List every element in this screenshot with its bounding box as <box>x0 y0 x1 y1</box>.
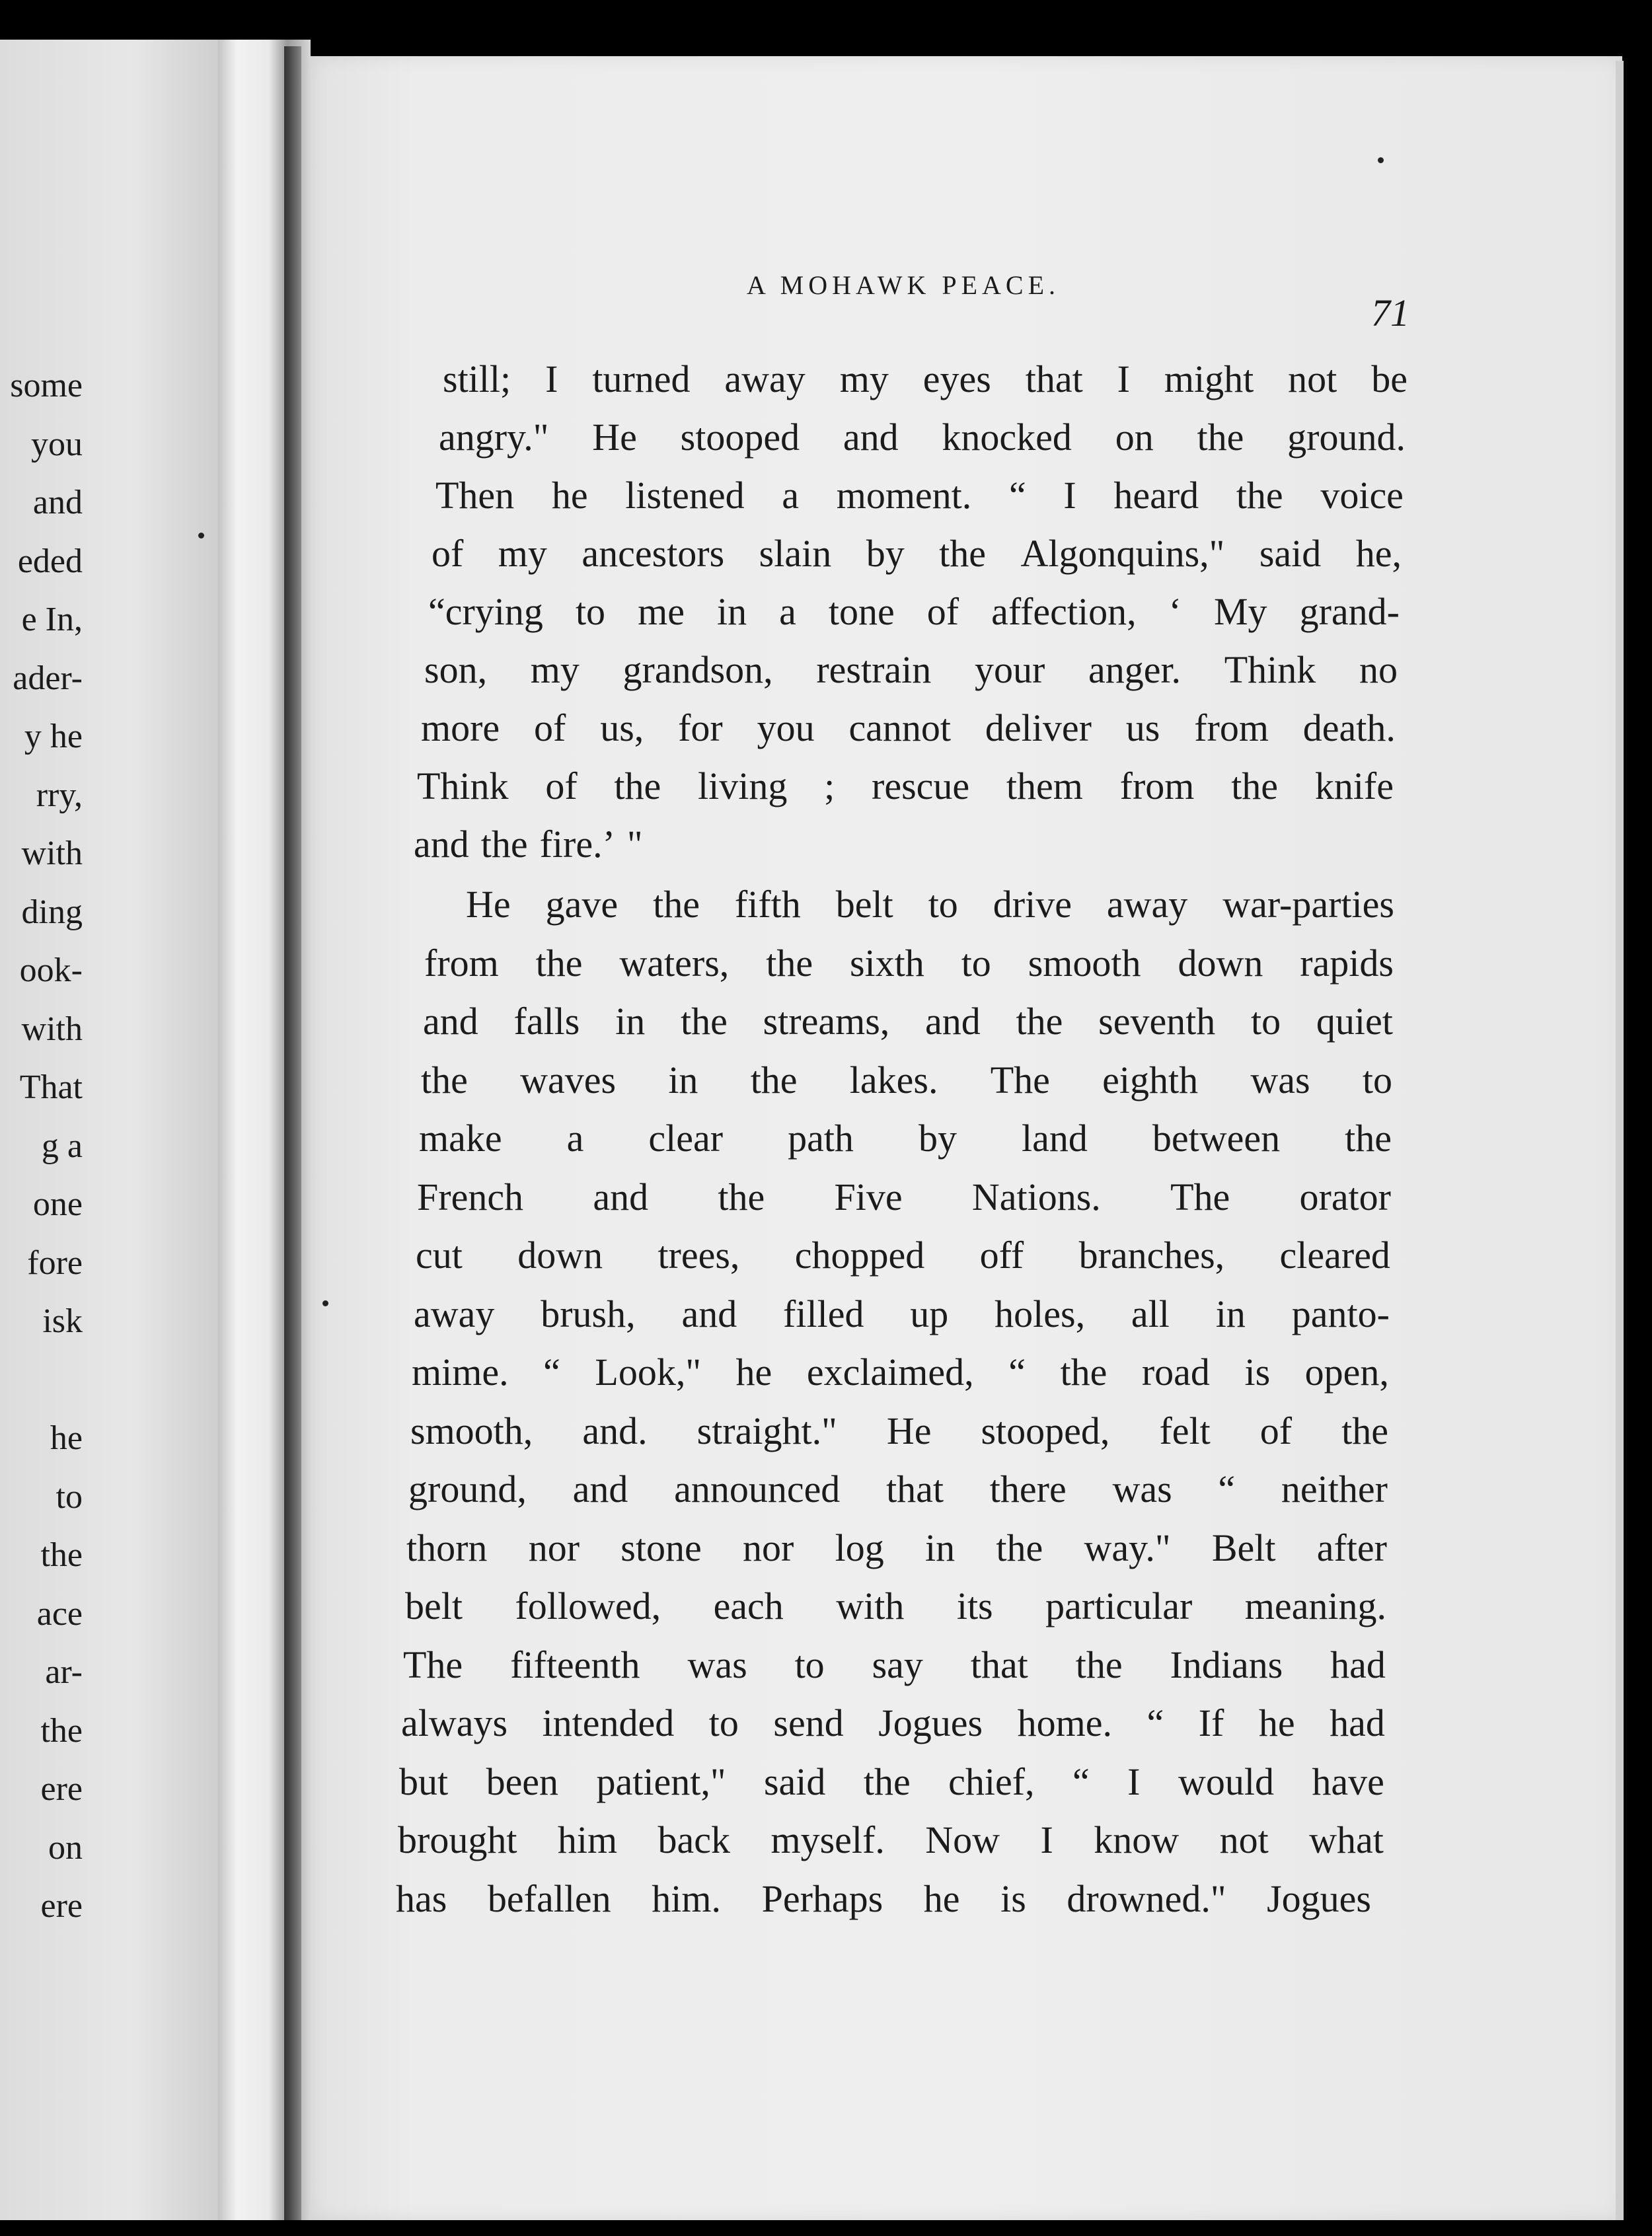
word: restrain <box>816 648 932 691</box>
text-line <box>439 418 1406 457</box>
word: the <box>1060 1351 1108 1394</box>
word: and. <box>582 1409 648 1452</box>
word: of <box>545 764 578 807</box>
word: intended <box>542 1701 675 1744</box>
word: by <box>918 1117 957 1160</box>
ink-speck <box>1378 157 1384 163</box>
word: war-parties <box>1222 883 1394 926</box>
word: not <box>1288 357 1337 400</box>
word: lakes. <box>849 1058 938 1101</box>
word: he <box>735 1351 772 1394</box>
word: after <box>1316 1526 1387 1569</box>
left-page-line-fragment: on <box>48 1828 83 1867</box>
left-page-line-fragment: ere <box>40 1887 83 1925</box>
text-line <box>414 1292 1390 1335</box>
word: The <box>990 1058 1050 1101</box>
word: filled <box>783 1292 864 1335</box>
word: to <box>575 590 606 633</box>
word: road <box>1141 1351 1210 1394</box>
word: “crying <box>428 590 543 633</box>
word: trees, <box>657 1234 740 1277</box>
word: the <box>1075 1643 1123 1686</box>
word: the <box>614 764 661 807</box>
word: smooth, <box>410 1409 533 1452</box>
word: nor <box>743 1526 794 1569</box>
left-page-line-fragment: g a <box>41 1127 83 1165</box>
left-page-line-fragment: with <box>21 835 83 872</box>
word: is <box>1244 1351 1271 1394</box>
left-page-line-fragment: ace <box>36 1594 83 1633</box>
word: to <box>1251 1000 1281 1043</box>
word: down <box>517 1234 603 1277</box>
word: The <box>1170 1175 1230 1218</box>
word: slain <box>759 532 832 575</box>
word: “ <box>1008 1351 1026 1394</box>
word: been <box>486 1760 559 1803</box>
word: to <box>708 1701 739 1744</box>
word: might <box>1164 357 1254 400</box>
word: I <box>1117 357 1130 400</box>
word: a <box>779 590 796 633</box>
word: brought <box>398 1818 517 1861</box>
word: Perhaps <box>761 1877 883 1920</box>
left-page-line-fragment: y he <box>24 718 83 755</box>
word: patient," <box>596 1760 726 1803</box>
word: fifth <box>734 883 801 926</box>
word: in <box>1215 1292 1246 1335</box>
left-page-line-fragment: he <box>50 1419 83 1457</box>
text-line <box>403 1643 1386 1686</box>
text-line <box>406 1526 1387 1569</box>
word: ancestors <box>582 532 725 575</box>
text-line <box>424 941 1394 985</box>
word: Indians <box>1170 1643 1283 1686</box>
word: branches, <box>1078 1234 1225 1277</box>
word: of <box>534 706 566 749</box>
word: a <box>566 1117 584 1160</box>
word: cut <box>416 1234 463 1277</box>
word: in <box>668 1058 698 1101</box>
word: stooped, <box>981 1409 1110 1452</box>
word: Five <box>834 1175 903 1218</box>
word: fifteenth <box>510 1643 640 1686</box>
word: and <box>593 1175 649 1218</box>
page-number: 71 <box>1371 291 1409 334</box>
word: and <box>843 416 899 459</box>
word: said <box>763 1760 826 1803</box>
word: chopped <box>794 1234 925 1277</box>
text-line <box>466 885 1394 924</box>
word: from <box>1194 706 1269 749</box>
word: the <box>766 941 813 985</box>
word: cleared <box>1279 1234 1390 1277</box>
word: log <box>835 1526 884 1569</box>
word: the <box>480 823 528 866</box>
left-page-line-fragment: some <box>10 367 83 404</box>
running-head: A MOHAWK PEACE. <box>747 270 1061 300</box>
word: seventh <box>1098 1000 1216 1043</box>
text-line <box>419 1119 1392 1158</box>
word: If <box>1198 1701 1224 1744</box>
word: deliver <box>985 706 1092 749</box>
word: grand- <box>1299 590 1400 633</box>
word: away <box>414 1292 495 1335</box>
left-page-line-fragment: one <box>32 1185 83 1223</box>
word: path <box>788 1117 854 1160</box>
word: ; <box>824 764 835 807</box>
word: said <box>1259 532 1322 575</box>
text-line <box>396 1877 1371 1920</box>
word: neither <box>1281 1468 1388 1510</box>
word: you <box>757 706 815 749</box>
word: “ <box>1218 1468 1236 1510</box>
word: the <box>939 532 987 575</box>
word: each <box>713 1584 784 1627</box>
word: send <box>773 1701 844 1744</box>
word: had <box>1330 1701 1385 1744</box>
word: me <box>638 590 685 633</box>
word: sixth <box>849 941 924 985</box>
word: Think <box>1224 648 1316 691</box>
word: us, <box>600 706 644 749</box>
ink-speck <box>198 533 204 539</box>
word: always <box>401 1701 508 1744</box>
word: was <box>687 1643 747 1686</box>
left-page-line-fragment: to <box>56 1477 83 1516</box>
word: particular <box>1045 1584 1193 1627</box>
word: streams, <box>763 1000 890 1043</box>
word: heard <box>1113 474 1199 517</box>
word: stooped <box>680 416 800 459</box>
word: chief, <box>948 1760 1035 1803</box>
word: us <box>1125 706 1160 749</box>
text-line <box>428 590 1400 633</box>
word: to <box>961 941 991 985</box>
word: the <box>863 1760 911 1803</box>
word: drowned." <box>1067 1877 1226 1920</box>
left-page-line-fragment: ar- <box>45 1653 83 1691</box>
word: away <box>724 357 806 400</box>
word: He <box>592 416 637 459</box>
text-line <box>432 532 1402 575</box>
word: and <box>414 823 469 866</box>
text-line <box>399 1760 1384 1803</box>
word: down <box>1178 941 1263 985</box>
word: mime. <box>412 1351 509 1394</box>
word: still; <box>443 357 511 400</box>
word: befallen <box>487 1877 611 1920</box>
word: to <box>794 1643 825 1686</box>
word: Nations. <box>971 1175 1101 1218</box>
word: the <box>718 1175 765 1218</box>
word: and <box>572 1468 628 1510</box>
word: moment. <box>836 474 972 517</box>
word: death. <box>1302 706 1396 749</box>
ink-speck <box>322 1300 328 1306</box>
word: anger. <box>1088 648 1182 691</box>
word: between <box>1152 1117 1281 1160</box>
word: eyes <box>922 357 991 400</box>
word: knocked <box>942 416 1072 459</box>
word: waters, <box>619 941 730 985</box>
word: drive <box>993 883 1072 926</box>
word: to <box>1362 1058 1392 1101</box>
text-line <box>417 764 1394 807</box>
left-page-line-fragment: e In, <box>21 601 83 638</box>
word: Algonquins," <box>1020 532 1225 575</box>
text-line <box>408 1470 1388 1509</box>
word: felt <box>1159 1409 1211 1452</box>
word: my <box>498 532 547 575</box>
word: that <box>886 1468 944 1510</box>
word: Now <box>925 1818 1000 1861</box>
word: affection, <box>991 590 1137 633</box>
word: I <box>1127 1760 1141 1803</box>
word: be <box>1371 357 1408 400</box>
word: brush, <box>541 1292 636 1335</box>
word: and <box>681 1292 737 1335</box>
word: from <box>1119 764 1195 807</box>
left-page-line-fragment: ook- <box>19 951 83 989</box>
text-line <box>412 1353 1389 1392</box>
word: the <box>1345 1117 1392 1160</box>
word: the <box>1341 1409 1388 1452</box>
word: up <box>910 1292 949 1335</box>
text-line <box>443 357 1408 400</box>
left-page-line-fragment: with <box>21 1010 83 1048</box>
text-line <box>416 1236 1390 1275</box>
word: had <box>1330 1643 1386 1686</box>
word: back <box>657 1818 731 1861</box>
word: in <box>716 590 747 633</box>
word: ground, <box>408 1468 527 1510</box>
left-page-line-fragment: ere <box>40 1770 83 1808</box>
word: knife <box>1314 764 1394 807</box>
word: not <box>1219 1818 1269 1861</box>
word: rescue <box>872 764 970 807</box>
word: has <box>396 1877 447 1920</box>
word: the <box>680 1000 728 1043</box>
text-line <box>414 825 1392 864</box>
word: He <box>886 1409 932 1452</box>
left-page-line-fragment: you <box>31 425 83 463</box>
word: he <box>923 1877 960 1920</box>
left-page-line-fragment: ding <box>21 893 83 931</box>
word: in <box>615 1000 646 1043</box>
text-line <box>424 648 1398 691</box>
word: would <box>1178 1760 1274 1803</box>
word: have <box>1312 1760 1384 1803</box>
word: voice <box>1320 474 1404 517</box>
word: your <box>974 648 1045 691</box>
word: waves <box>520 1058 617 1101</box>
word: by <box>866 532 905 575</box>
word: listened <box>625 474 745 517</box>
text-line <box>405 1584 1386 1627</box>
word: straight." <box>696 1409 837 1452</box>
word: “ <box>1146 1701 1164 1744</box>
word: " <box>626 823 643 866</box>
word: him <box>557 1818 618 1861</box>
word: The <box>403 1643 463 1686</box>
word: eighth <box>1102 1058 1199 1101</box>
text-line <box>410 1409 1388 1452</box>
word: living <box>698 764 788 807</box>
word: clear <box>648 1117 724 1160</box>
left-page-line-fragment: isk <box>42 1302 83 1340</box>
word: know <box>1094 1818 1180 1861</box>
word: turned <box>592 357 691 400</box>
word: My <box>1213 590 1267 633</box>
word: and <box>925 1000 981 1043</box>
word: announced <box>674 1468 841 1510</box>
word: was <box>1112 1468 1172 1510</box>
word: I <box>1063 474 1076 517</box>
word: in <box>924 1526 956 1569</box>
word: the <box>996 1526 1043 1569</box>
word: ‘ <box>1168 590 1182 633</box>
word: fire.’ <box>539 823 615 866</box>
left-page-line-fragment: fore <box>27 1244 83 1282</box>
word: the <box>1016 1000 1063 1043</box>
word: away <box>1106 883 1188 926</box>
text-line <box>398 1818 1384 1861</box>
word: holes, <box>995 1292 1086 1335</box>
word: tone <box>828 590 895 633</box>
word: I <box>545 357 558 400</box>
word: from <box>424 941 499 985</box>
word: open, <box>1304 1351 1389 1394</box>
word: belt <box>835 883 893 926</box>
word: to <box>928 883 958 926</box>
word: and <box>423 1000 478 1043</box>
word: that <box>970 1643 1028 1686</box>
word: the <box>421 1058 468 1101</box>
word: of <box>432 532 464 575</box>
word: the <box>653 883 700 926</box>
word: “ <box>543 1351 560 1394</box>
text-line <box>421 706 1396 749</box>
word: he <box>1258 1701 1295 1744</box>
text-line <box>417 1175 1391 1218</box>
word: he, <box>1355 532 1402 575</box>
word: on <box>1115 416 1154 459</box>
left-page-line-fragment: and <box>32 484 83 521</box>
word: Look," <box>595 1351 702 1394</box>
word: nor <box>528 1526 580 1569</box>
word: Jogues <box>1267 1877 1371 1920</box>
word: followed, <box>515 1584 661 1627</box>
word: quiet <box>1316 1000 1393 1043</box>
word: home. <box>1017 1701 1112 1744</box>
word: thorn <box>406 1526 488 1569</box>
word: was <box>1250 1058 1310 1101</box>
word: cannot <box>848 706 952 749</box>
left-page-line-fragment: ader- <box>13 659 83 697</box>
word: rapids <box>1300 941 1394 985</box>
word: Then <box>435 474 515 517</box>
word: that <box>1025 357 1083 400</box>
word: He <box>466 883 511 926</box>
word: gave <box>545 883 619 926</box>
text-line <box>435 476 1404 515</box>
word: the <box>535 941 583 985</box>
word: Think <box>417 764 509 807</box>
word: “ <box>1072 1760 1090 1803</box>
left-page-line-fragment: eded <box>17 542 83 580</box>
word: son, <box>424 648 488 691</box>
left-page-line-fragment: the <box>40 1536 83 1574</box>
word: all <box>1131 1292 1170 1335</box>
word: them <box>1006 764 1083 807</box>
word: falls <box>513 1000 580 1043</box>
word: Jogues <box>878 1701 983 1744</box>
word: more <box>421 706 500 749</box>
word: with <box>836 1584 905 1627</box>
word: he <box>551 474 588 517</box>
word: stone <box>620 1526 702 1569</box>
word: its <box>956 1584 993 1627</box>
word: belt <box>405 1584 463 1627</box>
word: ground. <box>1287 416 1406 459</box>
text-line <box>421 1058 1392 1101</box>
word: off <box>979 1234 1024 1277</box>
page-edge <box>1616 61 1624 2220</box>
word: for <box>678 706 723 749</box>
word: French <box>417 1175 524 1218</box>
word: smooth <box>1028 941 1141 985</box>
word: Belt <box>1211 1526 1276 1569</box>
word: orator <box>1299 1175 1391 1218</box>
left-page-line-fragment: rry, <box>36 776 83 814</box>
word: make <box>419 1117 502 1160</box>
word: say <box>872 1643 923 1686</box>
word: “ <box>1008 474 1026 517</box>
word: myself. <box>770 1818 885 1861</box>
word: I <box>1040 1818 1053 1861</box>
word: the <box>1231 764 1279 807</box>
left-page-line-fragment: the <box>40 1711 83 1750</box>
text-line <box>401 1701 1385 1744</box>
word: meaning. <box>1244 1584 1386 1627</box>
word: land <box>1021 1117 1088 1160</box>
binding-shadow <box>284 46 301 2220</box>
word: my <box>839 357 889 400</box>
word: no <box>1359 648 1398 691</box>
word: angry." <box>439 416 549 459</box>
word: the <box>750 1058 798 1101</box>
left-page-line-fragment: That <box>19 1068 83 1106</box>
word: is <box>1000 1877 1026 1920</box>
word: him. <box>652 1877 721 1920</box>
word: panto- <box>1291 1292 1390 1335</box>
word: a <box>782 474 800 517</box>
word: of <box>1259 1409 1293 1452</box>
text-line <box>423 1002 1393 1041</box>
word: the <box>1236 474 1283 517</box>
word: but <box>399 1760 449 1803</box>
word: grandson, <box>622 648 773 691</box>
word: what <box>1309 1818 1384 1861</box>
word: of <box>926 590 959 633</box>
word: there <box>989 1468 1067 1510</box>
word: the <box>1197 416 1244 459</box>
word: exclaimed, <box>806 1351 974 1394</box>
word: way." <box>1084 1526 1171 1569</box>
word: my <box>530 648 580 691</box>
